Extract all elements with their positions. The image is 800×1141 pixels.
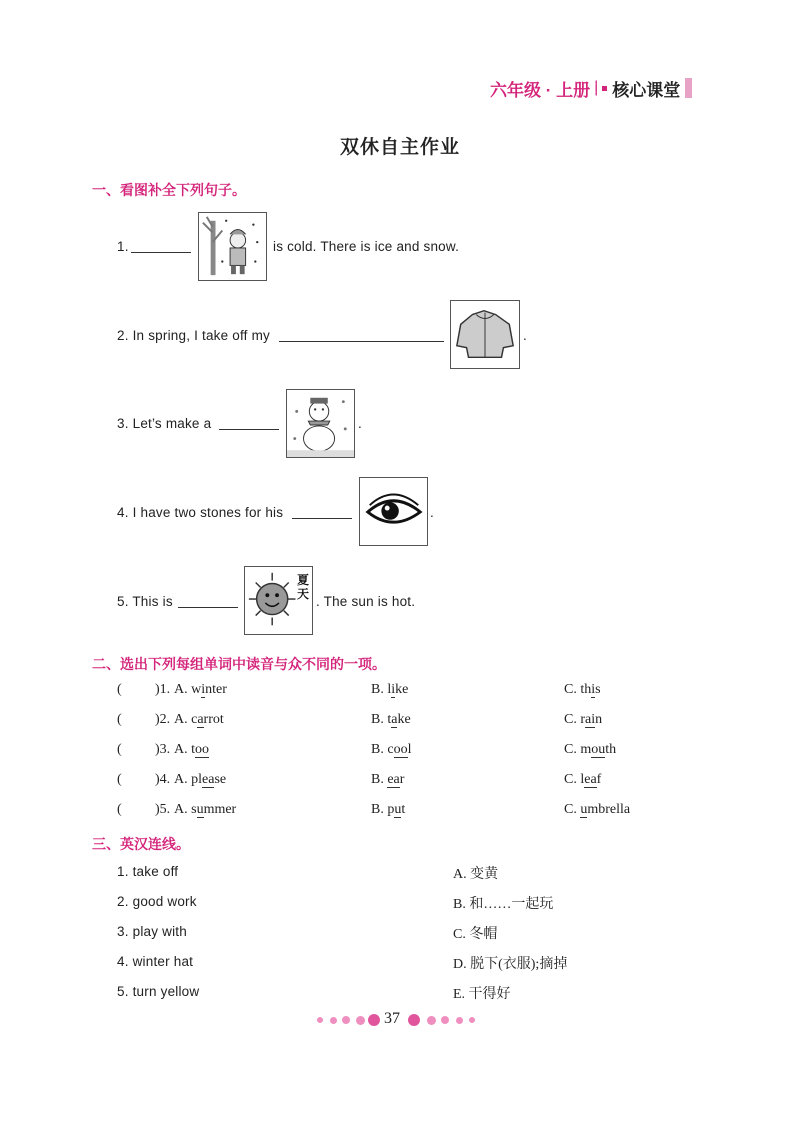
footer-dot-icon: [342, 1016, 350, 1024]
answer-paren[interactable]: (: [117, 802, 122, 817]
square-bullet-icon: [602, 86, 607, 91]
section2-heading: 二、选出下列每组单词中读音与众不同的一项。: [92, 656, 386, 672]
answer-paren[interactable]: (: [117, 772, 122, 787]
q2-sentence-start: 2. In spring, I take off my: [117, 328, 270, 343]
match-english-item[interactable]: 5. turn yellow: [117, 984, 200, 999]
answer-paren[interactable]: (: [117, 742, 122, 757]
jacket-picture: [450, 300, 520, 369]
match-english-item[interactable]: 4. winter hat: [117, 954, 194, 969]
option-a: A. too: [174, 742, 209, 757]
q3-sentence-start: 3. Let’s make a: [117, 416, 212, 431]
q5-answer-blank[interactable]: [178, 595, 238, 608]
option-b: B. ear: [371, 772, 405, 787]
option-a: A. please: [174, 772, 227, 787]
option-a: A. winter: [174, 682, 227, 697]
q5-sentence-end: . The sun is hot.: [316, 594, 416, 609]
answer-paren-close: )3.: [155, 742, 171, 757]
option-c: C. rain: [564, 712, 603, 727]
option-b: B. put: [371, 802, 406, 817]
page-number: 37: [384, 1010, 400, 1027]
grade-label: 六年级 · 上册: [490, 80, 591, 100]
page-title: 双休自主作业: [339, 137, 460, 158]
option-c: C. leaf: [564, 772, 602, 787]
match-chinese-item[interactable]: C. 冬帽: [453, 927, 498, 942]
q1-number: 1.: [117, 239, 129, 254]
match-english-item[interactable]: 1. take off: [117, 864, 179, 879]
footer-dot-icon: [317, 1017, 323, 1023]
q3-period: .: [358, 416, 362, 431]
page-header: [490, 74, 692, 102]
eye-picture: [359, 477, 428, 546]
option-b: B. take: [371, 712, 411, 727]
option-a: A. carrot: [174, 712, 224, 727]
footer-dot-icon: [456, 1017, 463, 1024]
option-b: B. like: [371, 682, 409, 697]
option-c: C. mouth: [564, 742, 617, 757]
answer-paren-close: )2.: [155, 712, 171, 727]
footer-dot-icon: [441, 1016, 449, 1024]
footer-dot-icon: [330, 1017, 337, 1024]
match-chinese-item[interactable]: A. 变黄: [453, 867, 499, 882]
q4-answer-blank[interactable]: [292, 506, 352, 519]
footer-dot-icon: [356, 1016, 365, 1025]
answer-paren[interactable]: (: [117, 682, 122, 697]
footer-dot-icon: [408, 1014, 420, 1026]
q2-period: .: [523, 328, 527, 343]
answer-paren[interactable]: (: [117, 712, 122, 727]
option-c: C. umbrella: [564, 802, 631, 817]
footer-dot-icon: [427, 1016, 436, 1025]
q4-period: .: [430, 505, 434, 520]
q5-sentence-start: 5. This is: [117, 594, 173, 609]
answer-paren-close: )5.: [155, 802, 171, 817]
q1-sentence: is cold. There is ice and snow.: [273, 239, 460, 254]
snowman-picture: [286, 389, 355, 458]
match-chinese-item[interactable]: E. 干得好: [453, 987, 511, 1002]
q2-answer-blank[interactable]: [279, 329, 444, 342]
option-a: A. summer: [174, 802, 237, 817]
pink-bar-decoration: [685, 78, 692, 98]
match-chinese-item[interactable]: B. 和……一起玩: [453, 897, 554, 912]
section1-heading: 一、看图补全下列句子。: [92, 182, 246, 198]
q1-answer-blank[interactable]: [131, 240, 191, 253]
summer-sticker-text: 夏天: [297, 573, 310, 601]
winter-child-picture: [198, 212, 267, 281]
match-chinese-item[interactable]: D. 脱下(衣服);摘掉: [453, 957, 568, 972]
q4-sentence-start: 4. I have two stones for his: [117, 505, 284, 520]
answer-paren-close: )1.: [155, 682, 171, 697]
section3-heading: 三、英汉连线。: [92, 836, 190, 852]
option-b: B. cool: [371, 742, 412, 757]
footer-dot-icon: [469, 1017, 475, 1023]
option-c: C. this: [564, 682, 601, 697]
footer-dot-icon: [368, 1014, 380, 1026]
q3-answer-blank[interactable]: [219, 417, 279, 430]
match-english-item[interactable]: 3. play with: [117, 924, 187, 939]
match-english-item[interactable]: 2. good work: [117, 894, 197, 909]
core-class-label: 核心课堂: [612, 80, 681, 100]
header-separator: |: [594, 79, 599, 96]
answer-paren-close: )4.: [155, 772, 171, 787]
